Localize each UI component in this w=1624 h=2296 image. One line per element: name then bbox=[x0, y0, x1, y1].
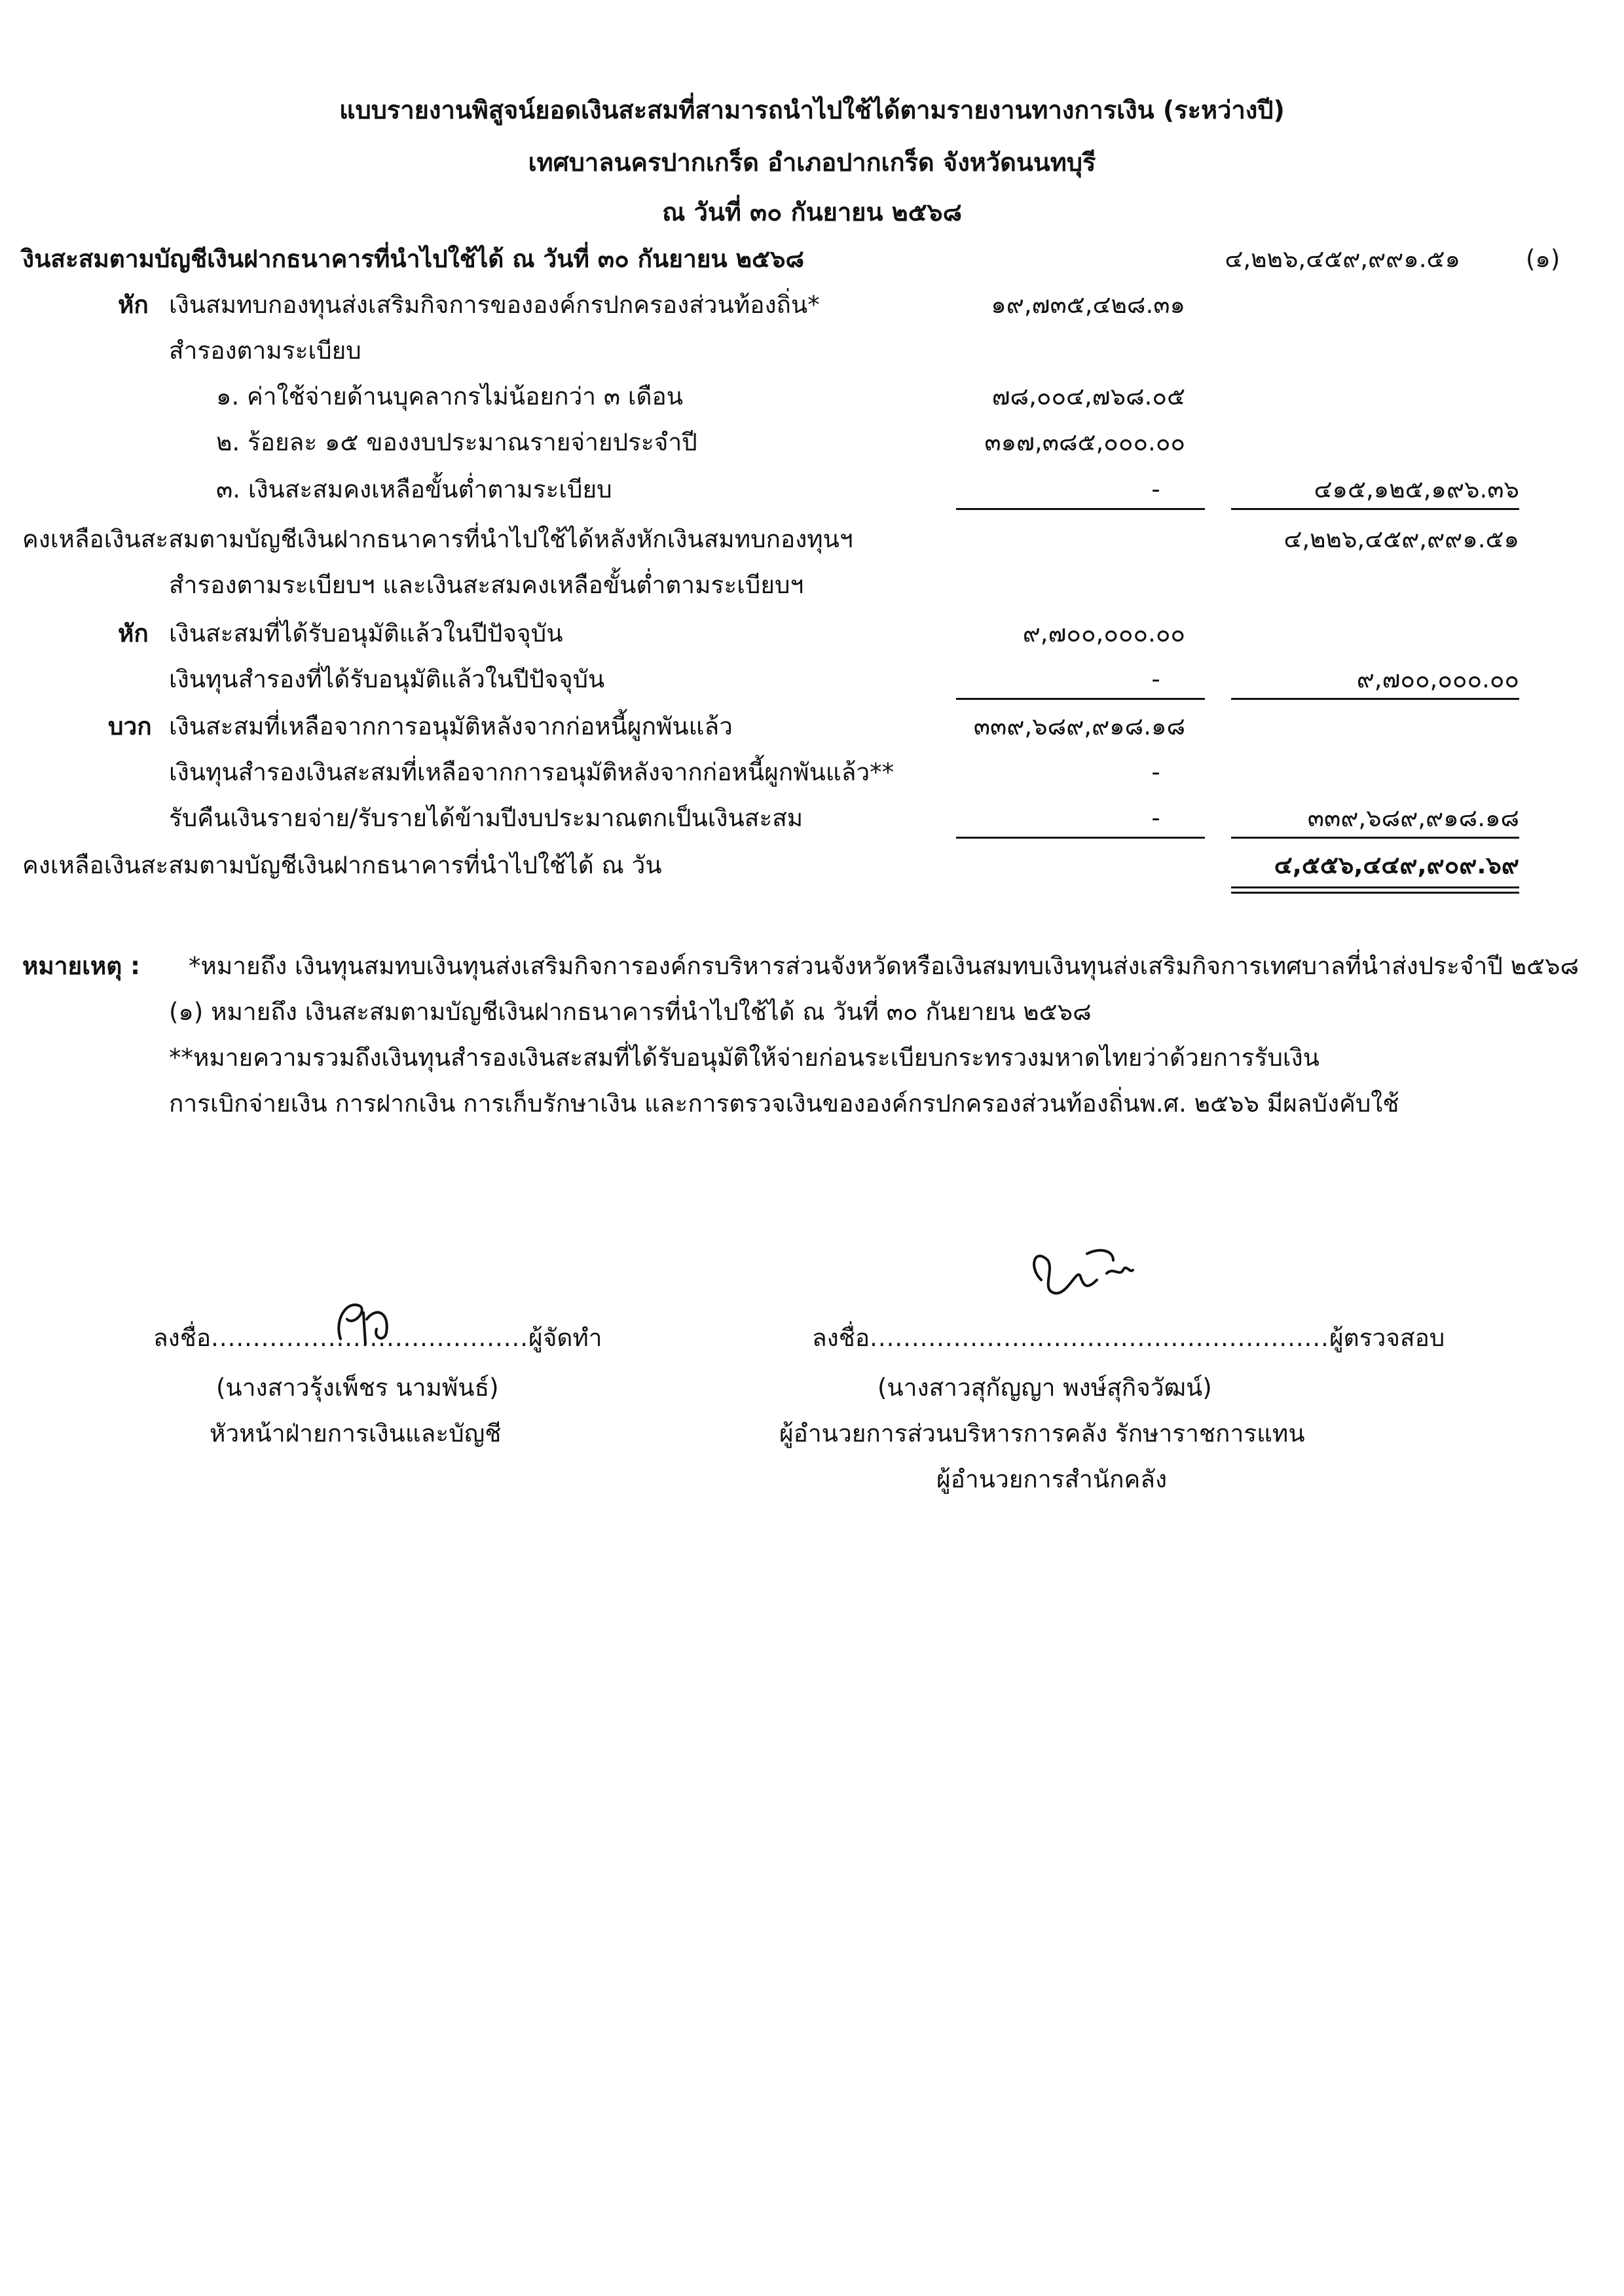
row-fund-contribution-amount: ๑๙,๗๓๕,๔๒๘.๓๑ bbox=[991, 291, 1185, 319]
row-approved-savings-amount: ๙,๗๐๐,๐๐๐.๐๐ bbox=[1022, 619, 1185, 647]
row-opening-balance-note: (๑) bbox=[1526, 245, 1560, 273]
row-budget-percent-label: ๒. ร้อยละ ๑๕ ของงบประมาณรายจ่ายประจำปี bbox=[216, 428, 697, 456]
reviewer-signature bbox=[1015, 1241, 1146, 1316]
row-approved-reserve-total: ๙,๗๐๐,๐๐๐.๐๐ bbox=[1356, 665, 1519, 693]
right-signature-line bbox=[812, 1322, 1445, 1354]
reviewer-position: ผู้อำนวยการส่วนบริหารการคลัง รักษาราชการแทน bbox=[779, 1419, 1305, 1448]
row-closing-balance-total: ๔,๕๕๖,๔๔๙,๙๐๙.๖๙ bbox=[1274, 851, 1519, 879]
row-minimum-balance-total: ๔๑๕,๑๒๕,๑๙๖.๓๖ bbox=[1314, 475, 1519, 503]
row-minimum-balance-amount: - bbox=[1151, 475, 1160, 503]
row-approved-reserve-label: เงินทุนสำรองที่ได้รับอนุมัติแล้วในปีปัจจุบัน bbox=[169, 665, 605, 693]
subtotal-rule bbox=[956, 508, 1205, 510]
row-refund-total: ๓๓๙,๖๘๙,๙๑๘.๑๘ bbox=[1307, 804, 1519, 832]
preparer-position: หัวหน้าฝ่ายการเงินและบัญชี bbox=[210, 1419, 502, 1448]
reviewer-role: ผู้ตรวจสอบ bbox=[1329, 1324, 1445, 1352]
note-balance-definition: (๑) หมายถึง เงินสะสมตามบัญชีเงินฝากธนาคารที่นำไปใช้ได้ ณ วันที่ ๓๐ กันยายน ๒๕๖๘ bbox=[169, 998, 1092, 1026]
row-remaining-reserve-amount: - bbox=[1151, 758, 1160, 786]
deduct-label: หัก bbox=[118, 291, 149, 319]
row-approved-savings-label: เงินสะสมที่ได้รับอนุมัติแล้วในปีปัจจุบัน bbox=[169, 619, 563, 647]
preparer-name: (นางสาวรุ้งเพ็ชร นามพันธ์) bbox=[216, 1374, 499, 1402]
note-fund-definition: *หมายถึง เงินทุนสมทบเงินทุนส่งเสริมกิจการองค์กรบริหารส่วนจังหวัดหรือเงินสมทบเงินทุนส่งเสริมกิจการเทศบาลที่นำส่งประจำปี ๒๕๖๘ bbox=[189, 952, 1579, 980]
row-remaining-reserve-label: เงินทุนสำรองเงินสะสมที่เหลือจากการอนุมัติหลังจากก่อหนี้ผูกพันแล้ว** bbox=[169, 758, 895, 786]
preparer-signature bbox=[327, 1293, 413, 1355]
add-label: บวก bbox=[108, 712, 152, 740]
organization-name: เทศบาลนครปากเกร็ด อำเภอปากเกร็ด จังหวัดนนทบุรี bbox=[528, 148, 1096, 177]
row-minimum-balance-label: ๓. เงินสะสมคงเหลือขั้นต่ำตามระเบียบ bbox=[216, 475, 612, 503]
report-date: ณ วันที่ ๓๐ กันยายน ๒๕๖๘ bbox=[662, 198, 962, 227]
signature-dots: ....................................................... bbox=[870, 1324, 1329, 1352]
total-rule bbox=[1231, 837, 1519, 839]
notes-heading: หมายเหตุ : bbox=[22, 952, 140, 980]
row-remaining-after-deduction-total: ๔,๒๒๖,๔๕๙,๙๙๑.๕๑ bbox=[1283, 525, 1519, 553]
row-budget-percent-amount: ๓๑๗,๓๘๕,๐๐๐.๐๐ bbox=[984, 428, 1185, 456]
row-refund-amount: - bbox=[1151, 804, 1160, 832]
note-regulation: การเบิกจ่ายเงิน การฝากเงิน การเก็บรักษาเงิน และการตรวจเงินขององค์กรปกครองส่วนท้องถิ่นพ.ศ. ๒๕๖๖ มีผลบังคับใช้ bbox=[169, 1089, 1399, 1118]
row-refund-label: รับคืนเงินรายจ่าย/รับรายได้ข้ามปีงบประมาณตกเป็นเงินสะสม bbox=[169, 804, 803, 832]
row-remaining-after-deduction-label: คงเหลือเงินสะสมตามบัญชีเงินฝากธนาคารที่นำไปใช้ได้หลังหักเงินสมทบกองทุนฯ bbox=[22, 525, 853, 553]
grand-total-rule-bottom bbox=[1231, 892, 1519, 894]
row-approved-reserve-amount: - bbox=[1151, 665, 1160, 693]
grand-total-rule-top bbox=[1231, 886, 1519, 888]
row-opening-balance-label: งินสะสมตามบัญชีเงินฝากธนาคารที่นำไปใช้ได้ ณ วันที่ ๓๐ กันยายน ๒๕๖๘ bbox=[22, 245, 805, 273]
signature-dots: ...................................... bbox=[211, 1324, 529, 1352]
row-personnel-expense-label: ๑. ค่าใช้จ่ายด้านบุคลากรไม่น้อยกว่า ๓ เดือน bbox=[216, 382, 684, 410]
deduct-label: หัก bbox=[118, 619, 149, 647]
total-rule bbox=[1231, 508, 1519, 510]
row-fund-contribution-label: เงินสมทบกองทุนส่งเสริมกิจการขององค์กรปกครองส่วนท้องถิ่น* bbox=[169, 291, 820, 319]
row-remaining-savings-label: เงินสะสมที่เหลือจากการอนุมัติหลังจากก่อหนี้ผูกพันแล้ว bbox=[169, 712, 733, 740]
subtotal-rule bbox=[956, 837, 1205, 839]
row-closing-balance-label: คงเหลือเงินสะสมตามบัญชีเงินฝากธนาคารที่นำไปใช้ได้ ณ วัน bbox=[22, 851, 662, 879]
sign-prefix: ลงชื่อ bbox=[812, 1324, 870, 1352]
subtotal-rule bbox=[956, 698, 1205, 700]
total-rule bbox=[1231, 698, 1519, 700]
sign-prefix: ลงชื่อ bbox=[153, 1324, 212, 1352]
row-reserve-minimum-label: สำรองตามระเบียบฯ และเงินสะสมคงเหลือขั้นต่ำตามระเบียบฯ bbox=[169, 571, 804, 599]
row-personnel-expense-amount: ๗๘,๐๐๔,๗๖๘.๐๕ bbox=[991, 382, 1185, 410]
row-reserve-label: สำรองตามระเบียบ bbox=[169, 337, 361, 365]
reviewer-name: (นางสาวสุกัญญา พงษ์สุกิจวัฒน์) bbox=[877, 1374, 1212, 1402]
report-title: แบบรายงานพิสูจน์ยอดเงินสะสมที่สามารถนำไปใช้ได้ตามรายงานทางการเงิน (ระหว่างปี) bbox=[339, 96, 1285, 124]
row-remaining-savings-amount: ๓๓๙,๖๘๙,๙๑๘.๑๘ bbox=[973, 712, 1185, 740]
note-reserve-definition: **หมายความรวมถึงเงินทุนสำรองเงินสะสมที่ได้รับอนุมัติให้จ่ายก่อนระเบียบกระทรวงมหาดไทยว่าด้วยการรับเงิน bbox=[169, 1044, 1320, 1072]
row-opening-balance-amount: ๔,๒๒๖,๔๕๙,๙๙๑.๕๑ bbox=[1225, 245, 1460, 273]
reviewer-position-acting: ผู้อำนวยการสำนักคลัง bbox=[936, 1465, 1168, 1493]
preparer-role: ผู้จัดทำ bbox=[528, 1324, 602, 1352]
